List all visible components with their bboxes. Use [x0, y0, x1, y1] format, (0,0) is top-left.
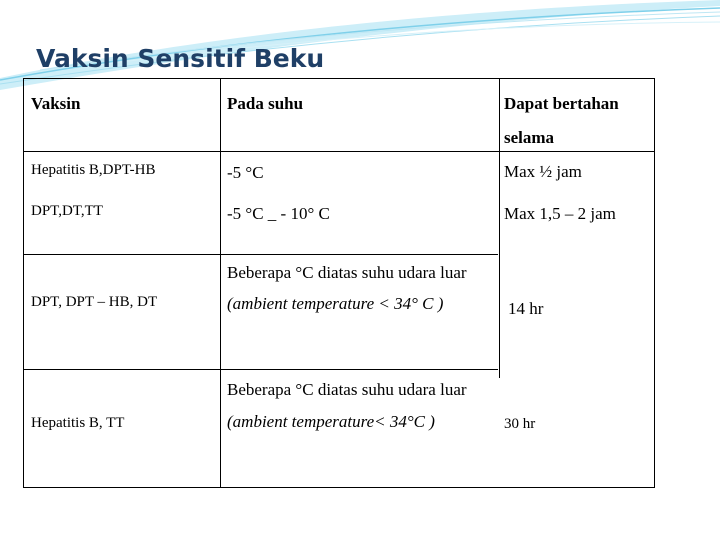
row-divider: [24, 369, 498, 370]
cell-suhu-line2: (ambient temperature < 34° C ): [227, 294, 444, 313]
column-divider: [499, 79, 500, 378]
cell-suhu: -5 °C _ - 10° C: [227, 204, 330, 223]
row-divider: [24, 254, 498, 255]
cell-suhu-line1: Beberapa °C diatas suhu udara luar: [227, 263, 467, 282]
cell-vaksin: Hepatitis B,DPT-HB: [31, 162, 156, 178]
cell-suhu-line2: (ambient temperature< 34°C ): [227, 412, 435, 431]
cell-bertahan: 14 hr: [508, 299, 544, 318]
cell-bertahan: Max 1,5 – 2 jam: [504, 204, 616, 223]
column-divider: [220, 79, 221, 487]
slide-title: Vaksin Sensitif Beku: [36, 44, 325, 73]
header-selama: selama: [504, 128, 555, 147]
cell-bertahan: Max ½ jam: [504, 162, 582, 181]
header-vaksin: Vaksin: [31, 94, 81, 113]
cell-bertahan: 30 hr: [504, 416, 536, 432]
cell-suhu-line1: Beberapa °C diatas suhu udara luar: [227, 380, 467, 399]
vaccine-table: [23, 78, 655, 488]
row-divider: [24, 151, 654, 152]
cell-vaksin: DPT, DPT – HB, DT: [31, 294, 158, 310]
cell-vaksin: Hepatitis B, TT: [31, 415, 125, 431]
header-dapat-bertahan: Dapat bertahan: [504, 94, 619, 113]
cell-vaksin: DPT,DT,TT: [31, 203, 103, 219]
header-pada-suhu: Pada suhu: [227, 94, 304, 113]
cell-suhu: -5 °C: [227, 163, 264, 182]
